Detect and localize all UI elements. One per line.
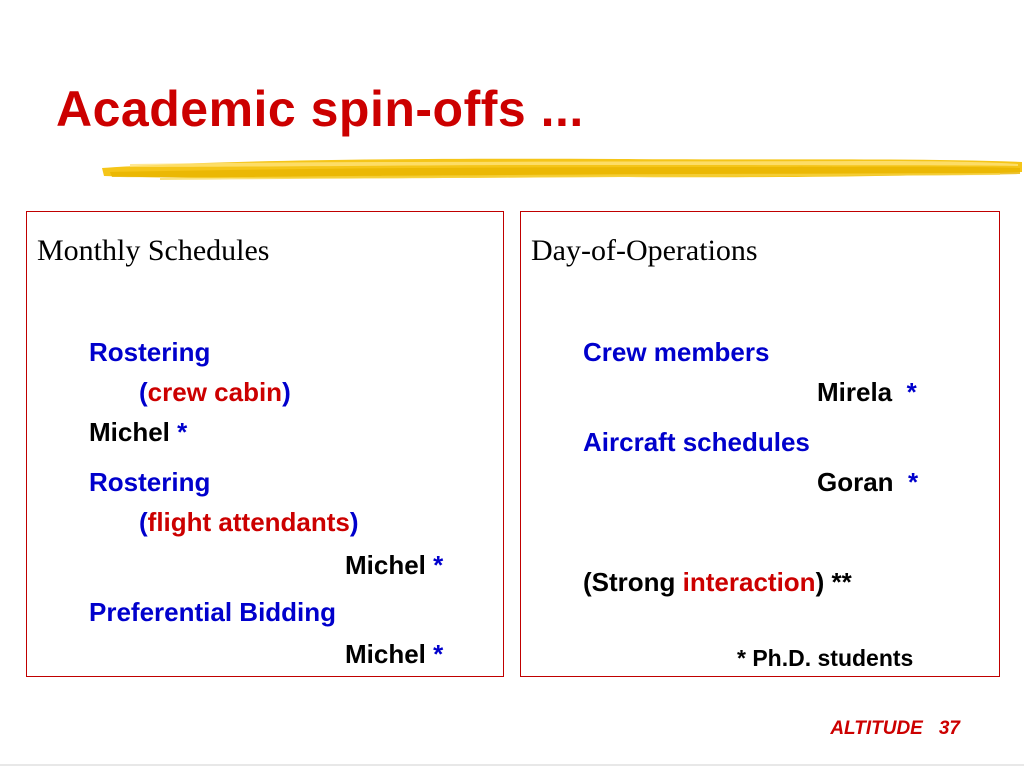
item-label: Aircraft schedules [583,427,810,457]
panel-heading: Day-of-Operations [531,234,758,267]
yellow-brush-stroke [100,150,1024,190]
item-detail: crew cabin [147,377,283,407]
phd-star: * [177,417,188,447]
paren-open: ( [139,507,148,537]
note-open: (Strong [583,567,676,597]
slide-footer [830,718,960,740]
paren-close: ) [349,507,359,537]
person-name: Michel [345,550,426,580]
item-label: Rostering [89,467,211,497]
panel-heading: Monthly Schedules [37,234,270,267]
note-highlight: interaction [682,567,816,597]
person-name: Michel [345,639,426,669]
item-detail-line [139,507,359,538]
note-close: ) ** [815,567,852,597]
phd-star: * [433,639,444,669]
item-label: Rostering [89,337,211,367]
person-line [345,639,443,670]
person-line [345,550,443,581]
paren-close: ) [282,377,291,407]
phd-star: * [906,377,917,407]
phd-footnote: * Ph.D. students [737,645,914,671]
slide-title: Academic spin-offs ... [56,81,584,137]
item-label: Crew members [583,337,770,367]
footer-brand: ALTITUDE [830,718,923,739]
person-name: Goran [817,467,894,497]
person-line [817,377,917,408]
person-line [89,417,187,448]
person-name: Michel [89,417,170,447]
bottom-divider [0,764,1024,766]
day-of-operations-panel [520,211,1000,677]
phd-star: * [908,467,919,497]
page-number: 37 [938,718,960,739]
item-detail-line [139,377,291,408]
person-line [817,467,918,498]
monthly-schedules-panel [26,211,504,677]
paren-open: ( [139,377,148,407]
item-label: Preferential Bidding [89,597,337,627]
interaction-note [583,567,852,598]
person-name: Mirela [817,377,893,407]
item-detail: flight attendants [147,507,350,537]
phd-star: * [433,550,444,580]
